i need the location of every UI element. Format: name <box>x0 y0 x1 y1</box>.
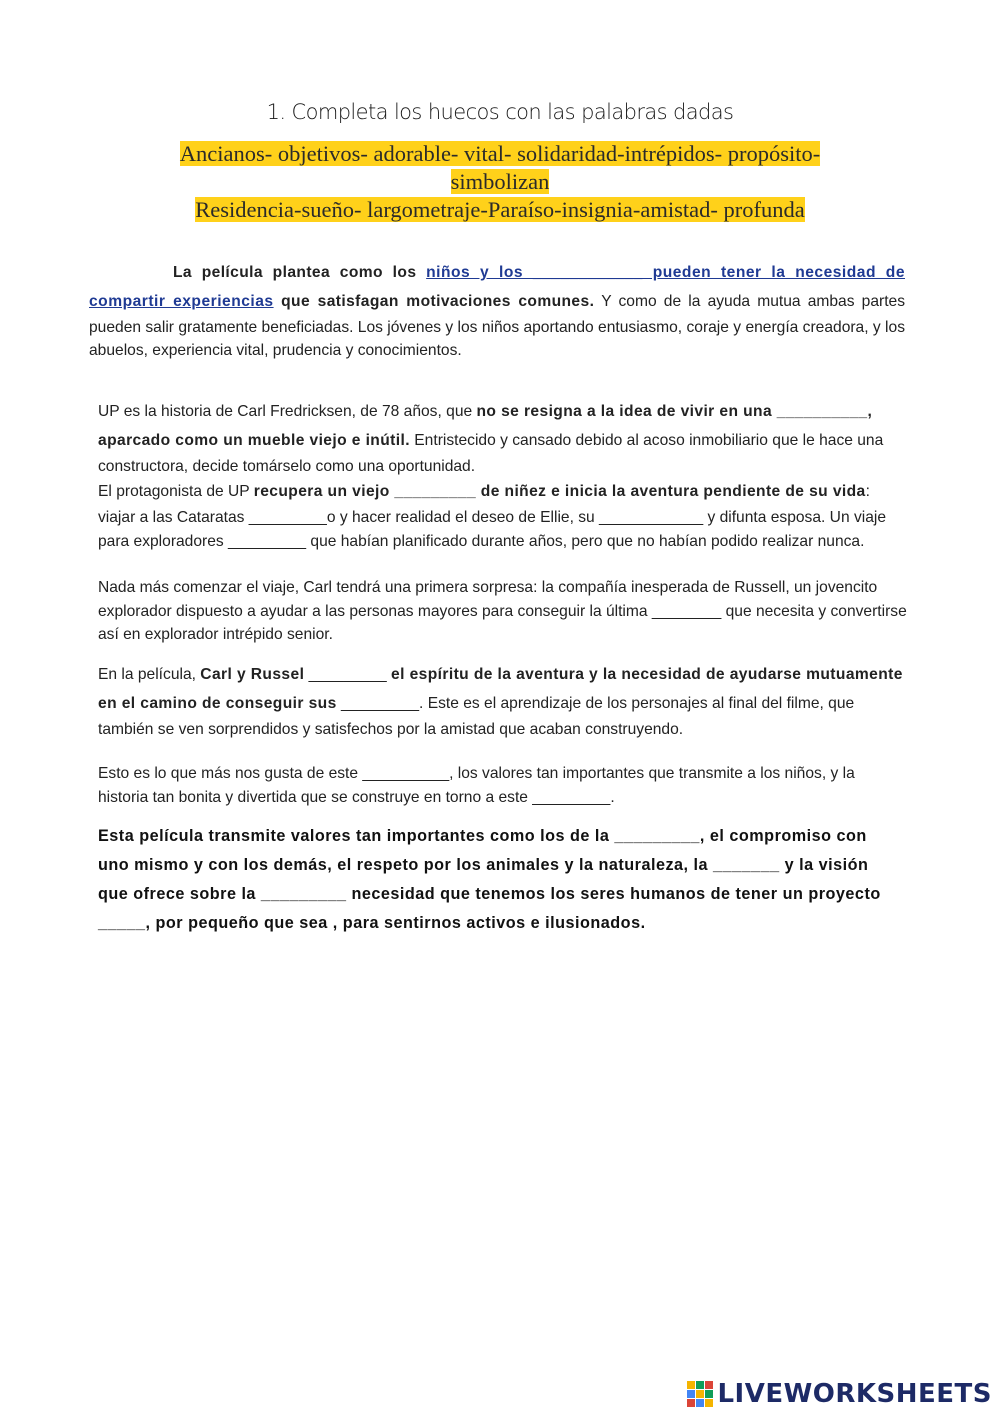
carl-text-1: En la película, <box>98 666 201 683</box>
paragraph-story <box>98 397 908 479</box>
logo-text: LIVEWORKSHEETS <box>717 1379 992 1409</box>
protagonist-text-1: El protagonista de UP <box>98 483 254 500</box>
exercise-title: 1. Completa los huecos con las palabras dadas <box>266 100 734 124</box>
paragraph-likes: Esto es lo que más nos gusta de este __________, los valores tan importantes que transmite a los niños, y la historia tan bonita y divertida que se construye en torno a este _________. <box>98 765 855 806</box>
paragraph-carl-russel <box>98 660 908 742</box>
protagonist-bold: recupera un viejo _________ de niñez e inicia la aventura pendiente de su vida <box>253 483 866 500</box>
paragraph-russell: Nada más comenzar el viaje, Carl tendrá una primera sorpresa: la compañía inesperada de Russell, un jovencito explorador dispuesto a ayudar a las personas mayores para conseguir la última ________ que necesita y convertirse así en explorador intrépido senior. <box>98 579 907 643</box>
carl-bold-2: el espíritu de la aventura y la necesidad de ayudarse mutuamente en el camino de conseguir sus <box>98 666 903 712</box>
logo-grid-icon <box>687 1381 713 1407</box>
story-text-2: Entristecido y cansado debido al acoso inmobiliario que le hace una constructora, decide tomárselo como una oportunidad. <box>98 432 884 475</box>
story-bold: no se resigna a la idea de vivir en una __________, aparcado como un mueble viejo e inútil. <box>98 403 873 449</box>
word-bank-line-3: Residencia-sueño- largometraje-Paraíso-insignia-amistad- profunda <box>195 197 805 222</box>
carl-text-2: _________ <box>304 666 392 683</box>
paragraph-protagonist <box>98 477 908 553</box>
intro-bold-end: que satisfagan motivaciones comunes. <box>273 293 595 310</box>
intro-link[interactable]: niños y los ____________ pueden tener la necesidad de compartir experiencias <box>89 264 905 310</box>
intro-text: Y como de la ayuda mutua ambas partes pueden salir gratamente beneficiadas. Los jóvenes y los niños aportando entusiasmo, coraje y energía creadora, y los abuelos, experiencia vital, prudencia y conocimientos. <box>89 293 906 359</box>
paragraph-values: Esta película transmite valores tan importantes como los de la _________, el compromiso con uno mismo y con los demás, el respeto por los animales y la naturaleza, la _______ y la visión que ofrece sobre la _________ necesidad que tenemos los seres humanos de tener un proyecto _____, por pequeño que sea , para sentirnos activos e ilusionados. <box>98 827 881 932</box>
word-bank <box>0 140 1000 224</box>
carl-text-3: _________. Este es el aprendizaje de los personajes al final del filme, que también se ven sorprendidos y satisfechos por la amistad que acaban construyendo. <box>98 695 855 738</box>
intro-bold-start: La película plantea como los <box>173 264 427 281</box>
liveworksheets-logo <box>687 1379 992 1409</box>
story-text-1: UP es la historia de Carl Fredricksen, de 78 años, que <box>98 403 477 420</box>
carl-bold-1: Carl y Russel <box>200 666 305 683</box>
word-bank-line-1: Ancianos- objetivos- adorable- vital- solidaridad-intrépidos- propósito- <box>179 141 821 166</box>
word-bank-line-2: simbolizan <box>450 169 550 194</box>
paragraph-intro <box>89 258 905 362</box>
protagonist-text-2: : viajar a las Cataratas _________o y hacer realidad el deseo de Ellie, su ____________ y difunta esposa. Un viaje para exploradores _________ que habían planificado durante años, pero que no habían podido realizar nunca. <box>98 483 887 550</box>
